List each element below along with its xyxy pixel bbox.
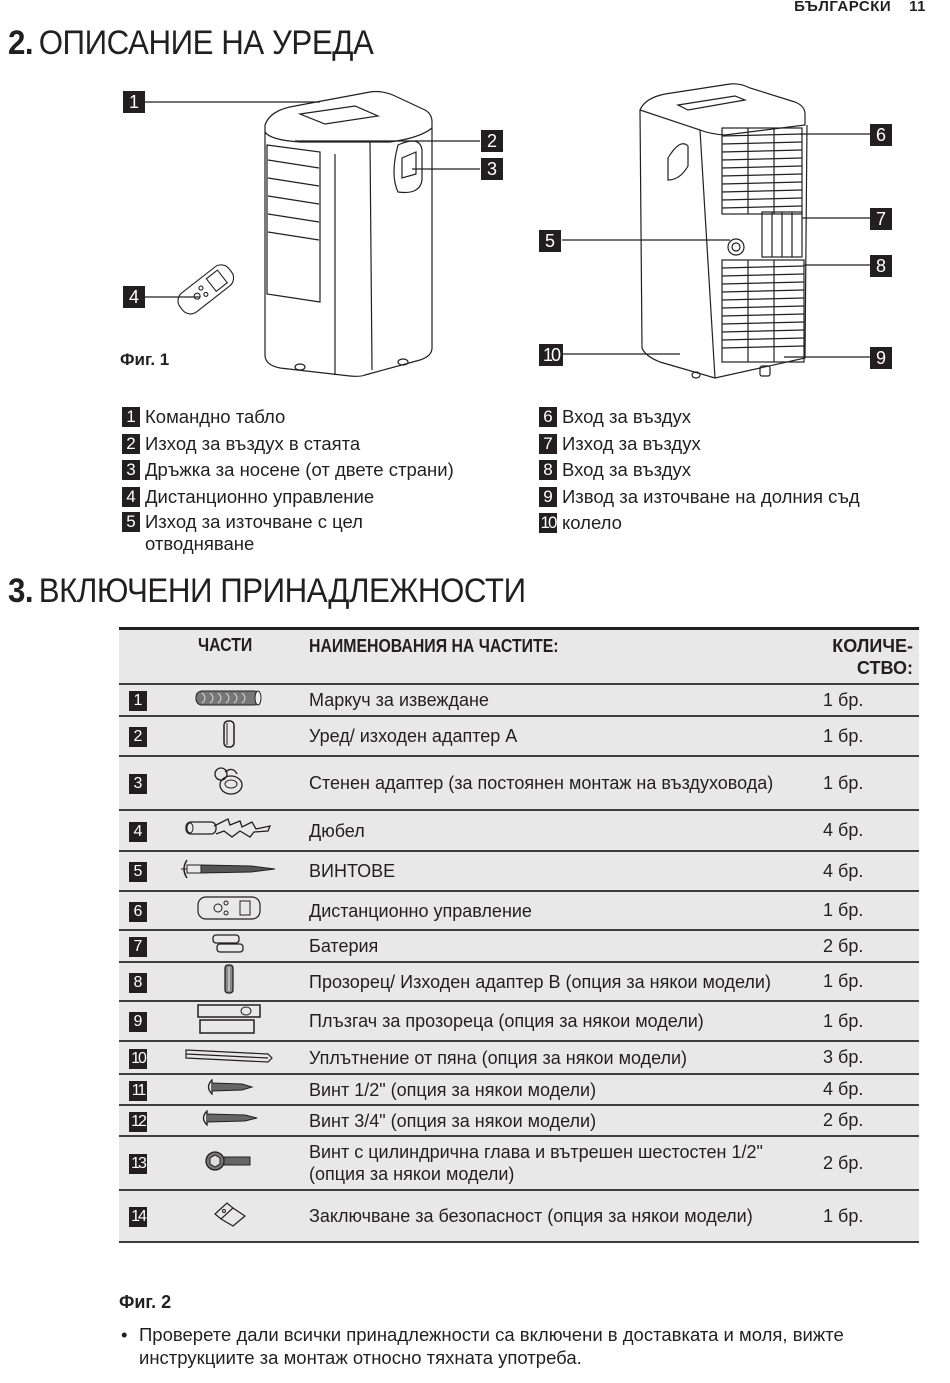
part-quantity: 1 бр. <box>823 962 919 1001</box>
legend-item: 1 Командно табло <box>122 404 522 431</box>
part-name: Плъзгач за прозореца (опция за някои модели) <box>295 1001 823 1041</box>
table-row <box>119 1190 919 1242</box>
part-quantity: 3 бр. <box>823 1041 919 1074</box>
wall-plug-icon <box>184 817 274 839</box>
part-name: Маркуч за извеждане <box>295 684 823 716</box>
part-image <box>163 756 295 810</box>
table-row <box>119 962 919 1001</box>
part-number: 1 <box>119 684 163 716</box>
part-image <box>163 1105 295 1136</box>
part-number: 9 <box>119 1001 163 1041</box>
part-number: 14 <box>119 1190 163 1242</box>
adapter-b-icon <box>222 963 236 995</box>
back-unit-illustration <box>540 80 900 385</box>
foam-seal-icon <box>184 1046 274 1064</box>
legend-item: 6 Вход за въздух <box>539 404 939 431</box>
section-3-title: ВКЛЮЧЕНИ ПРИНАДЛЕЖНОСТИ <box>38 572 526 610</box>
section-3-heading <box>8 572 526 611</box>
window-slider-icon <box>196 1003 262 1035</box>
battery-icon <box>211 933 247 955</box>
table-row <box>119 684 919 716</box>
part-number: 11 <box>119 1074 163 1105</box>
part-name: Винт с цилиндрична глава и вътрешен шестостен 1/2" (опция за някои модели) <box>295 1136 823 1190</box>
part-number: 12 <box>119 1105 163 1136</box>
part-quantity: 1 бр. <box>823 891 919 930</box>
legend-item: 8 Вход за въздух <box>539 457 939 484</box>
table-row <box>119 1136 919 1190</box>
accessories-table <box>119 627 919 1243</box>
safety-lock-icon <box>211 1200 247 1228</box>
callout-4: 4 <box>123 286 145 308</box>
part-quantity: 4 бр. <box>823 1074 919 1105</box>
header-number <box>119 629 163 685</box>
part-name: Стенен адаптер (за постоянен монтаж на въздуховода) <box>295 756 823 810</box>
part-quantity: 4 бр. <box>823 851 919 891</box>
figure-1-label: Фиг. 1 <box>120 350 170 369</box>
callout-8: 8 <box>870 255 892 277</box>
adapter-a-icon <box>221 719 237 749</box>
part-number: 5 <box>119 851 163 891</box>
legend-item: 9 Извод за източване на долния съд <box>539 484 939 511</box>
part-image <box>163 684 295 716</box>
part-quantity: 1 бр. <box>823 756 919 810</box>
header-names: НАИМЕНОВАНИЯ НА ЧАСТИТЕ: <box>295 629 823 685</box>
screw-icon <box>179 858 279 880</box>
part-image <box>163 1001 295 1041</box>
part-quantity: 1 бр. <box>823 716 919 756</box>
part-image <box>163 1041 295 1074</box>
part-quantity: 1 бр. <box>823 1190 919 1242</box>
part-number: 6 <box>119 891 163 930</box>
part-quantity: 2 бр. <box>823 930 919 962</box>
header-parts: ЧАСТИ <box>163 629 295 685</box>
part-image <box>163 891 295 930</box>
table-row <box>119 930 919 962</box>
table-header-row <box>119 629 919 685</box>
callout-6: 6 <box>870 124 892 146</box>
part-image <box>163 851 295 891</box>
part-number: 2 <box>119 716 163 756</box>
part-name: Винт 3/4" (опция за някои модели) <box>295 1105 823 1136</box>
note-item: • Проверете дали всички принадлежности са включени в доставката и моля, вижте инструкциите за монтаж относно тяхната употреба. <box>139 1323 899 1369</box>
part-quantity: 1 бр. <box>823 684 919 716</box>
table-row <box>119 810 919 851</box>
section-3-number: 3. <box>8 572 34 610</box>
part-name: ВИНТОВЕ <box>295 851 823 891</box>
part-image <box>163 1190 295 1242</box>
callout-9: 9 <box>870 347 892 369</box>
part-name: Батерия <box>295 930 823 962</box>
table-row <box>119 756 919 810</box>
header-language: БЪЛГАРСКИ <box>794 0 892 15</box>
table-row <box>119 1074 919 1105</box>
table-row <box>119 716 919 756</box>
callout-5: 5 <box>539 230 561 252</box>
part-quantity: 1 бр. <box>823 1001 919 1041</box>
accessories-note <box>119 1292 899 1369</box>
part-name: Прозорец/ Изходен адаптер B (опция за някои модели) <box>295 962 823 1001</box>
part-quantity: 4 бр. <box>823 810 919 851</box>
part-number: 7 <box>119 930 163 962</box>
table-row <box>119 851 919 891</box>
part-quantity: 2 бр. <box>823 1136 919 1190</box>
remote-control-icon <box>196 895 262 921</box>
part-number: 10 <box>119 1041 163 1074</box>
table-row <box>119 1001 919 1041</box>
part-image <box>163 716 295 756</box>
front-unit-illustration <box>120 80 510 380</box>
wall-adapter-icon <box>211 764 247 798</box>
legend-item: 4 Дистанционно управление <box>122 484 522 511</box>
part-number: 13 <box>119 1136 163 1190</box>
part-image <box>163 930 295 962</box>
part-image <box>163 1136 295 1190</box>
figure-2-label: Фиг. 2 <box>119 1292 172 1312</box>
header-quantity: КОЛИЧЕ- СТВО: <box>823 629 919 685</box>
part-name: Заключване за безопасност (опция за някои модели) <box>295 1190 823 1242</box>
table-row <box>119 891 919 930</box>
legend-item: 7 Изход за въздух <box>539 431 939 458</box>
part-number: 3 <box>119 756 163 810</box>
part-image <box>163 810 295 851</box>
legend-right <box>539 404 939 537</box>
part-image <box>163 1074 295 1105</box>
legend-item: 5 Изход за източване с цел отводняване <box>122 510 522 555</box>
note-list <box>119 1323 899 1369</box>
table-row <box>119 1041 919 1074</box>
part-name: Винт 1/2" (опция за някои модели) <box>295 1074 823 1105</box>
part-name: Уред/ изходен адаптер A <box>295 716 823 756</box>
callout-7: 7 <box>870 208 892 230</box>
legend-item: 3 Дръжка за носене (от двете страни) <box>122 457 522 484</box>
hex-socket-screw-icon <box>204 1149 254 1173</box>
part-image <box>163 962 295 1001</box>
callout-1: 1 <box>123 91 145 113</box>
callout-3: 3 <box>481 158 503 180</box>
part-name: Дюбел <box>295 810 823 851</box>
part-number: 4 <box>119 810 163 851</box>
part-number: 8 <box>119 962 163 1001</box>
legend-item: 2 Изход за въздух в стаята <box>122 431 522 458</box>
callout-2: 2 <box>481 130 503 152</box>
legend-left <box>122 404 522 555</box>
legend-item: 10 колело <box>540 512 622 533</box>
callout-10: 10 <box>539 344 563 366</box>
table-row <box>119 1105 919 1136</box>
screw-half-inch-icon <box>204 1079 254 1095</box>
section-2-heading <box>8 24 373 63</box>
page-header <box>776 0 926 15</box>
page-number: 11 <box>909 0 926 15</box>
section-2-number: 2. <box>8 24 34 62</box>
part-name: Уплътнение от пяна (опция за някои модели) <box>295 1041 823 1074</box>
screw-three-quarter-icon <box>199 1110 259 1126</box>
section-2-title: ОПИСАНИЕ НА УРЕДА <box>38 24 374 62</box>
exhaust-hose-icon <box>194 689 264 707</box>
part-name: Дистанционно управление <box>295 891 823 930</box>
part-quantity: 2 бр. <box>823 1105 919 1136</box>
